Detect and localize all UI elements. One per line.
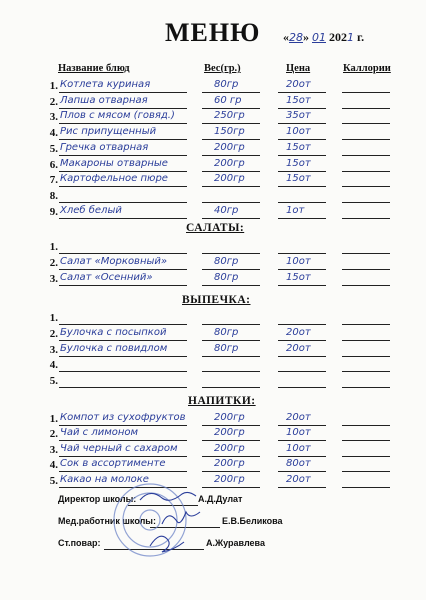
column-calories: Каллории <box>343 63 391 74</box>
column-price: Цена <box>286 63 311 74</box>
main-item-weight: 200гр <box>214 157 245 169</box>
bakery-item-weight: 80гр <box>214 326 239 338</box>
main-item-price: 15от <box>286 94 311 106</box>
drinks-item-weight: 200гр <box>214 412 245 423</box>
director-label: Директор школы: <box>58 494 137 504</box>
salads-item-price: 15от <box>286 271 311 283</box>
drinks-item-name: Чай черный с сахаром <box>60 442 178 454</box>
cook-name: А.Журавлева <box>206 538 265 548</box>
date-year-last: 1 <box>347 31 354 44</box>
date-month: 01 <box>312 31 326 44</box>
date-suffix: г. <box>357 30 365 44</box>
main-item-price: 15от <box>286 157 311 169</box>
salads-row-number: 2. <box>49 256 58 269</box>
main-row-number: 9. <box>49 205 58 218</box>
main-row-number: 4. <box>49 127 58 140</box>
drinks-item-price: 20от <box>286 473 311 485</box>
main-item-name: Плов с мясом (говяд.) <box>60 110 175 122</box>
main-item-name: Рис припущенный <box>60 126 157 138</box>
main-item-price: 35от <box>286 110 311 122</box>
director-name: А.Д.Дулат <box>198 494 243 504</box>
salads-item-name: Салат «Осенний» <box>60 271 153 283</box>
main-item-name: Гречка отварная <box>60 141 149 153</box>
main-row-number: 1. <box>49 80 58 92</box>
main-item-weight: 200гр <box>214 173 245 185</box>
drinks-item-weight: 200гр <box>214 473 245 485</box>
main-item-weight: 40гр <box>214 204 239 216</box>
drinks-item-name: Какао на молоке <box>60 473 149 485</box>
salads-item-weight: 80гр <box>214 255 239 267</box>
drinks-row-number: 3. <box>49 443 58 456</box>
main-item-price: 15от <box>286 173 311 185</box>
main-item-weight: 250гр <box>214 110 245 122</box>
bakery-item-price: 20от <box>286 342 311 354</box>
bakery-item-name: Булочка с повидлом <box>60 342 168 354</box>
drinks-item-name: Чай с лимоном <box>60 427 139 439</box>
main-item-weight: 60 гр <box>214 94 242 106</box>
drinks-item-weight: 200гр <box>214 427 245 439</box>
salads-item-name: Салат «Морковный» <box>60 255 168 267</box>
main-item-name: Лапша отварная <box>60 94 148 106</box>
date-year-prefix: 202 <box>329 30 347 44</box>
nurse-name: Е.В.Беликова <box>222 516 283 526</box>
bakery-row-number: 2. <box>49 327 58 340</box>
bakery-row-number: 4. <box>49 359 58 372</box>
main-item-weight: 200гр <box>214 141 245 153</box>
bakery-item-weight: 80гр <box>214 342 239 354</box>
main-item-name: Котлета куриная <box>60 79 151 90</box>
main-item-weight: 150гр <box>214 126 245 138</box>
column-weight: Вес(гр.) <box>204 63 241 74</box>
drinks-item-name: Компот из сухофруктов <box>60 412 186 423</box>
salads-row-number: 3. <box>49 272 58 285</box>
main-item-name: Картофельное пюре <box>60 173 168 185</box>
main-item-price: 15от <box>286 141 311 153</box>
main-item-weight: 80гр <box>214 79 239 90</box>
bakery-item-price: 20от <box>286 326 311 338</box>
section-salads-title: САЛАТЫ: <box>186 222 245 234</box>
drinks-item-price: 10от <box>286 442 311 454</box>
main-row-number: 2. <box>49 95 58 108</box>
section-drinks-title: НАПИТКИ: <box>188 395 256 407</box>
main-item-price: 1от <box>286 204 305 216</box>
bakery-row-number: 3. <box>49 343 58 356</box>
drinks-item-price: 80от <box>286 458 311 470</box>
drinks-item-weight: 200гр <box>214 458 245 470</box>
main-row-number: 8. <box>49 189 58 202</box>
drinks-row-number: 4. <box>49 459 58 472</box>
drinks-item-name: Сок в ассортименте <box>60 458 166 470</box>
drinks-item-weight: 200гр <box>214 442 245 454</box>
nurse-label: Мед.работник школы: <box>58 516 156 526</box>
salads-item-weight: 80гр <box>214 271 239 283</box>
drinks-item-price: 20от <box>286 412 311 423</box>
drinks-item-price: 10от <box>286 427 311 439</box>
main-row-number: 3. <box>49 111 58 124</box>
salads-item-price: 10от <box>286 255 311 267</box>
drinks-row-number: 1. <box>49 413 58 425</box>
cook-label: Ст.повар: <box>58 538 101 548</box>
bakery-item-name: Булочка с посыпкой <box>60 326 167 338</box>
main-item-name: Макароны отварные <box>60 157 168 169</box>
date-quote-close: » <box>303 30 309 44</box>
drinks-row-number: 2. <box>49 428 58 441</box>
bakery-row-number: 1. <box>49 312 58 324</box>
main-row-number: 7. <box>49 174 58 187</box>
drinks-row-number: 5. <box>49 474 58 487</box>
column-name: Название блюд <box>58 63 130 74</box>
main-item-price: 20от <box>286 79 311 90</box>
main-item-name: Хлеб белый <box>60 204 122 216</box>
main-row-number: 6. <box>49 158 58 171</box>
date-day: 28 <box>289 31 303 44</box>
salads-row-number: 1. <box>49 241 58 253</box>
main-row-number: 5. <box>49 142 58 155</box>
main-item-price: 10от <box>286 126 311 138</box>
date-quote-open: « <box>283 30 289 44</box>
section-bakery-title: ВЫПЕЧКА: <box>182 294 251 306</box>
bakery-row-number: 5. <box>49 375 58 388</box>
page-title: МЕНЮ <box>165 18 261 47</box>
